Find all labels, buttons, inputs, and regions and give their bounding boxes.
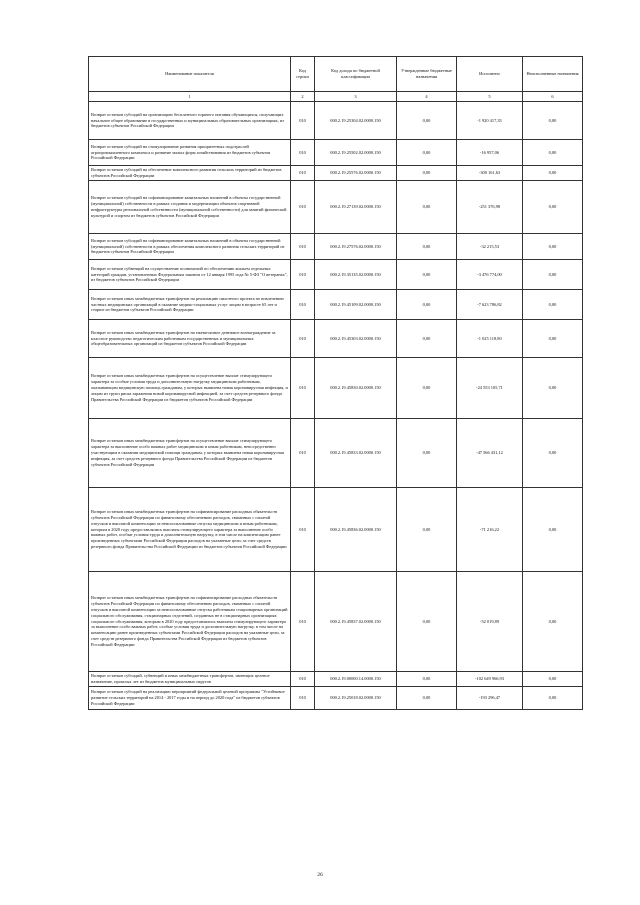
row-name-cell: Возврат остатков субсидий на организацию бесплатного горячего питания обучающихся, получающих начальное общее образование в государственных и муниципальных образовательных организациях, из бюджетов субъектов Российской Федерации	[89, 102, 291, 140]
table-row	[89, 166, 583, 181]
row-income-code-cell: 000.2.19.25576.02.0000.150	[315, 166, 397, 181]
row-name-cell: Возврат остатков субсидий на реализацию мероприятий федеральной целевой программы "Устойчивое развитие сельских территорий на 2014 - 2017 годы и на период до 2020 года" из бюджетов субъектов Российской Федерации	[89, 687, 291, 710]
table-row	[89, 290, 583, 320]
table-row	[89, 320, 583, 358]
table-row	[89, 687, 583, 710]
row-unexecuted-cell: 0,00	[523, 419, 583, 488]
row-line-code-cell: 010	[291, 687, 315, 710]
row-income-code-cell: 000.2.19.25304.02.0000.150	[315, 102, 397, 140]
row-executed-cell: -16 957,06	[457, 140, 523, 166]
column-number-row	[89, 92, 583, 102]
row-name-cell: Возврат остатков субвенций на осуществление полномочий по обеспечению жильем отдельных категорий граждан, установленных Федеральным законом от 12 января 1995 года № 5-ФЗ "О ветеранах", из бюджетов субъектов Российской Федерации	[89, 260, 291, 290]
row-unexecuted-cell: 0,00	[523, 166, 583, 181]
table-row	[89, 672, 583, 687]
row-name-cell: Возврат остатков иных межбюджетных трансфертов на осуществление выплат стимулирующего характера за особые условия труда и дополнительную нагрузку медицинским работникам, оказывающим медицинскую помощь гражданам, у которых выявлена новая коронавирусная инфекция, и лицам из групп риска заражения новой коронавирусной инфекцией, за счет средств резервного фонда Правительства Российской Федерации из бюджетов субъектов Российской Федерации	[89, 358, 291, 419]
row-approved-cell: 0,00	[397, 687, 457, 710]
row-name-cell: Возврат остатков субсидий на софинансирование капитальных вложений в объекты государственной (муниципальной) собственности в рамках обеспечения комплексного развития сельских территорий из бюджетов субъектов Российской Федерации	[89, 234, 291, 260]
header-approved: Утвержденные бюджетные назначения	[397, 57, 457, 92]
row-executed-cell: -32 215,53	[457, 234, 523, 260]
header-line-code: Код строки	[291, 57, 315, 92]
row-line-code-cell: 010	[291, 260, 315, 290]
row-unexecuted-cell: 0,00	[523, 102, 583, 140]
table-row	[89, 260, 583, 290]
table-body	[89, 102, 583, 710]
row-income-code-cell: 000.2.19.25502.02.0000.150	[315, 140, 397, 166]
row-name-cell: Возврат остатков иных межбюджетных трансфертов на осуществление выплат стимулирующего характера за выполнение особо важных работ медицинским и иным работникам, непосредственно участвующим в оказании медицинской помощи гражданам, у которых выявлена новая коронавирусная инфекция, за счет средств резервного фонда Правительства Российской Федерации из бюджетов субъектов Российской Федерации	[89, 419, 291, 488]
row-income-code-cell: 000.2.19.45837.02.0000.150	[315, 572, 397, 672]
row-line-code-cell: 010	[291, 181, 315, 234]
row-executed-cell: -300 161,63	[457, 166, 523, 181]
row-unexecuted-cell: 0,00	[523, 234, 583, 260]
row-executed-cell: -102 649 966,93	[457, 672, 523, 687]
row-name-cell: Возврат остатков иных межбюджетных трансфертов на реализацию пилотного проекта по вовлечению частных медицинских организаций в оказание медико-социальных услуг лицам в возрасте 65 лет и старше из бюджетов субъектов Российской Федерации	[89, 290, 291, 320]
row-income-code-cell: 000.2.19.45109.02.0000.150	[315, 290, 397, 320]
row-name-cell: Возврат остатков иных межбюджетных трансфертов на ежемесячное денежное вознаграждение за классное руководство педагогическим работникам государственных и муниципальных общеобразовательных организаций из бюджетов субъектов Российской Федерации	[89, 320, 291, 358]
row-line-code-cell: 010	[291, 320, 315, 358]
column-number: 2	[291, 92, 315, 102]
row-executed-cell: -52 019,89	[457, 572, 523, 672]
row-approved-cell: 0,00	[397, 181, 457, 234]
row-income-code-cell: 000.2.19.45830.02.0000.150	[315, 358, 397, 419]
row-name-cell: Возврат остатков субсидий на стимулирование развития приоритетных подотраслей агропромышленного комплекса и развитие малых форм хозяйствования из бюджетов субъектов Российской Федерации	[89, 140, 291, 166]
column-number: 6	[523, 92, 583, 102]
row-executed-cell: -7 623 786,82	[457, 290, 523, 320]
header-unexecuted: Неисполненные назначения	[523, 57, 583, 92]
row-executed-cell: -251 376,98	[457, 181, 523, 234]
row-executed-cell: -1 025 118,80	[457, 320, 523, 358]
row-approved-cell: 0,00	[397, 358, 457, 419]
column-number: 4	[397, 92, 457, 102]
row-line-code-cell: 010	[291, 290, 315, 320]
table-row	[89, 572, 583, 672]
row-approved-cell: 0,00	[397, 572, 457, 672]
row-executed-cell: -47 566 431,12	[457, 419, 523, 488]
row-executed-cell: -193 296,47	[457, 687, 523, 710]
row-approved-cell: 0,00	[397, 320, 457, 358]
table-row	[89, 234, 583, 260]
row-income-code-cell: 000.2.19.45833.02.0000.150	[315, 419, 397, 488]
row-approved-cell: 0,00	[397, 672, 457, 687]
row-line-code-cell: 010	[291, 488, 315, 572]
row-income-code-cell: 000.2.19.25018.02.0000.150	[315, 687, 397, 710]
row-line-code-cell: 010	[291, 419, 315, 488]
column-number: 3	[315, 92, 397, 102]
row-name-cell: Возврат остатков иных межбюджетных трансфертов на софинансирование расходных обязательств субъектов Российской Федерации по финансовому обеспечению расходов, связанных с оплатой отпусков и выплатой компенсации за неиспользованные отпуска работникам стационарных организаций социального обслуживания, стационарных отделений, созданных не в стационарных организациях социального обслуживания, которым в 2020 году предоставлялись выплаты стимулирующего характера за выполнение особо важных работ, особые условия труда и дополнительную нагрузку, в том числе на компенсацию ранее произведенных субъектами Российской Федерации расходов на указанные цели, за счет средств резервного фонда Правительства Российской Федерации из бюджетов субъектов Российской Федерации	[89, 572, 291, 672]
table-row	[89, 358, 583, 419]
row-unexecuted-cell: 0,00	[523, 181, 583, 234]
row-name-cell: Возврат остатков субсидий, субвенций и иных межбюджетных трансфертов, имеющих целевое назначение, прошлых лет из бюджетов муниципальных округов	[89, 672, 291, 687]
table-row	[89, 102, 583, 140]
row-approved-cell: 0,00	[397, 140, 457, 166]
row-unexecuted-cell: 0,00	[523, 260, 583, 290]
row-unexecuted-cell: 0,00	[523, 140, 583, 166]
page-number: 26	[317, 872, 323, 878]
row-line-code-cell: 010	[291, 358, 315, 419]
table-header-row	[89, 57, 583, 92]
row-name-cell: Возврат остатков иных межбюджетных трансфертов на софинансирование расходных обязательств субъектов Российской Федерации по финансовому обеспечению расходов, связанных с оплатой отпусков и выплатой компенсации за неиспользованные отпуска медицинским и иным работникам, которым в 2020 году предоставлялись выплаты стимулирующего характера за выполнение особо важных работ, особые условия труда и дополнительную нагрузку, в том числе на компенсацию ранее произведенных субъектами Российской Федерации расходов на указанные цели, за счет средств резервного фонда Правительства Российской Федерации из бюджетов субъектов Российской Федерации	[89, 488, 291, 572]
table-row	[89, 181, 583, 234]
table-row	[89, 419, 583, 488]
header-income-code: Код дохода по бюджетной классификации	[315, 57, 397, 92]
row-approved-cell: 0,00	[397, 290, 457, 320]
row-approved-cell: 0,00	[397, 234, 457, 260]
row-executed-cell: -71 216,22	[457, 488, 523, 572]
row-income-code-cell: 000.2.19.27576.02.0000.150	[315, 234, 397, 260]
row-line-code-cell: 010	[291, 572, 315, 672]
row-line-code-cell: 010	[291, 140, 315, 166]
row-approved-cell: 0,00	[397, 419, 457, 488]
row-unexecuted-cell: 0,00	[523, 320, 583, 358]
row-income-code-cell: 000.2.19.45836.02.0000.150	[315, 488, 397, 572]
column-number: 5	[457, 92, 523, 102]
row-unexecuted-cell: 0,00	[523, 672, 583, 687]
row-income-code-cell: 000.2.19.00000.14.0000.150	[315, 672, 397, 687]
row-line-code-cell: 010	[291, 102, 315, 140]
row-income-code-cell: 000.2.19.27139.02.0000.150	[315, 181, 397, 234]
table-row	[89, 488, 583, 572]
row-approved-cell: 0,00	[397, 102, 457, 140]
row-unexecuted-cell: 0,00	[523, 572, 583, 672]
row-unexecuted-cell: 0,00	[523, 687, 583, 710]
budget-report-table	[88, 56, 583, 710]
row-approved-cell: 0,00	[397, 260, 457, 290]
row-approved-cell: 0,00	[397, 488, 457, 572]
row-unexecuted-cell: 0,00	[523, 290, 583, 320]
row-income-code-cell: 000.2.19.45303.02.0000.150	[315, 320, 397, 358]
row-executed-cell: -24 553 105,71	[457, 358, 523, 419]
row-name-cell: Возврат остатков субсидий на софинансирование капитальных вложений в объекты государственной (муниципальной) собственности в рамках создания и модернизации объектов спортивной инфраструктуры региональной собственности (муниципальной собственности) для занятий физической культурой и спортом из бюджетов субъектов Российской Федерации	[89, 181, 291, 234]
column-number: 1	[89, 92, 291, 102]
header-executed: Исполнено	[457, 57, 523, 92]
row-line-code-cell: 010	[291, 672, 315, 687]
table-row	[89, 140, 583, 166]
header-indicator-name: Наименование показателя	[89, 57, 291, 92]
row-unexecuted-cell: 0,00	[523, 358, 583, 419]
row-name-cell: Возврат остатков субсидий на обеспечение комплексного развития сельских территорий из бюджетов субъектов Российской Федерации	[89, 166, 291, 181]
row-unexecuted-cell: 0,00	[523, 488, 583, 572]
row-income-code-cell: 000.2.19.35135.02.0000.150	[315, 260, 397, 290]
row-approved-cell: 0,00	[397, 166, 457, 181]
row-executed-cell: -3 476 774,00	[457, 260, 523, 290]
row-line-code-cell: 010	[291, 166, 315, 181]
row-executed-cell: -1 920 417,35	[457, 102, 523, 140]
row-line-code-cell: 010	[291, 234, 315, 260]
